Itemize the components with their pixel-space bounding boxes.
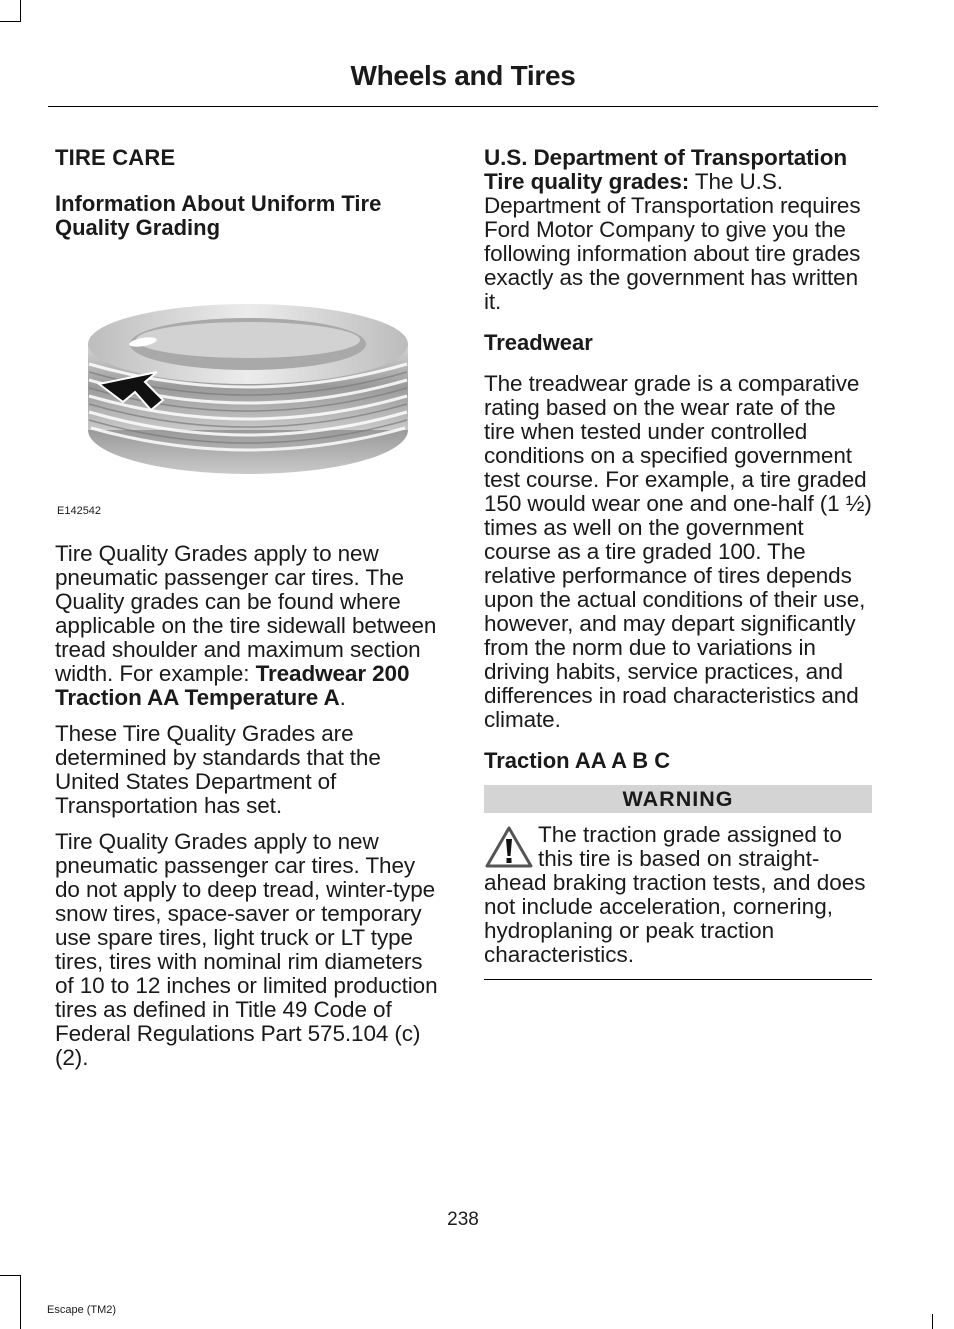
paragraph: Tire Quality Grades apply to new pneumatic passenger car tires. They do not apply to deep tread, winter-type snow tires, space-saver or temporary use spare tires, light truck or LT type tires, tires with nominal rim diameters of 10 to 12 inches or limited production tires as defined in Title 49 Code of Federal Regulations Part 575.104 (c)(2). xyxy=(55,829,438,1070)
warning-box xyxy=(484,823,872,980)
crop-mark xyxy=(0,21,21,22)
page-title: Wheels and Tires xyxy=(350,60,576,91)
paragraph xyxy=(55,542,445,710)
header-divider xyxy=(48,106,878,107)
crop-mark xyxy=(932,1314,933,1329)
page-number: 238 xyxy=(447,1209,479,1230)
treadwear-title: Treadwear xyxy=(484,330,593,355)
crop-mark xyxy=(20,0,21,22)
footer-model: Escape (TM2) xyxy=(47,1304,117,1316)
left-column xyxy=(55,146,445,1082)
warning-triangle-icon xyxy=(484,825,534,869)
grade-example: Treadwear 200 Traction AA Temperature A xyxy=(55,661,410,710)
right-column xyxy=(484,146,872,980)
crop-mark xyxy=(0,1275,21,1276)
paragraph: These Tire Quality Grades are determined by standards that the United States Department of Transportation has set. xyxy=(55,721,381,818)
section-title: TIRE CARE xyxy=(55,145,176,170)
tire-illustration xyxy=(83,302,413,482)
subsection-title: Information About Uniform Tire Quality Grading xyxy=(55,191,382,240)
tire-figure xyxy=(55,252,445,542)
dot-heading: U.S. Department of Transportation Tire quality grades: xyxy=(484,145,847,194)
paragraph xyxy=(484,146,872,314)
paragraph: The treadwear grade is a comparative rating based on the wear rate of the tire when tested under controlled conditions on a specified government test course. For example, a tire graded 150 would wear one and one-half (1 ½) times as well on the government course as a tire graded 100. The relative performance of tires depends upon the actual conditions of their use, however, and may depart significantly from the norm due to variations in driving habits, service practices, and differences in road characteristics and climate. xyxy=(484,371,872,732)
crop-mark xyxy=(20,1275,21,1329)
warning-text: The traction grade assigned to this tire is based on straight-ahead braking traction tests, and does not include acceleration, cornering, hydroplaning or peak traction characteristics. xyxy=(484,822,866,967)
traction-title: Traction AA A B C xyxy=(484,748,671,773)
paragraph-end: . xyxy=(339,685,346,710)
warning-banner: WARNING xyxy=(484,785,872,813)
paragraph-text: The U.S. Department of Transportation requires Ford Motor Company to give you the following information about tire grades exactly as the government has written it. xyxy=(484,169,861,314)
figure-id: E142542 xyxy=(57,505,102,517)
paragraph-text: Tire Quality Grades apply to new pneumatic passenger car tires. The Quality grades can be found where applicable on the tire sidewall between tread shoulder and maximum section width. For example: xyxy=(55,541,437,686)
